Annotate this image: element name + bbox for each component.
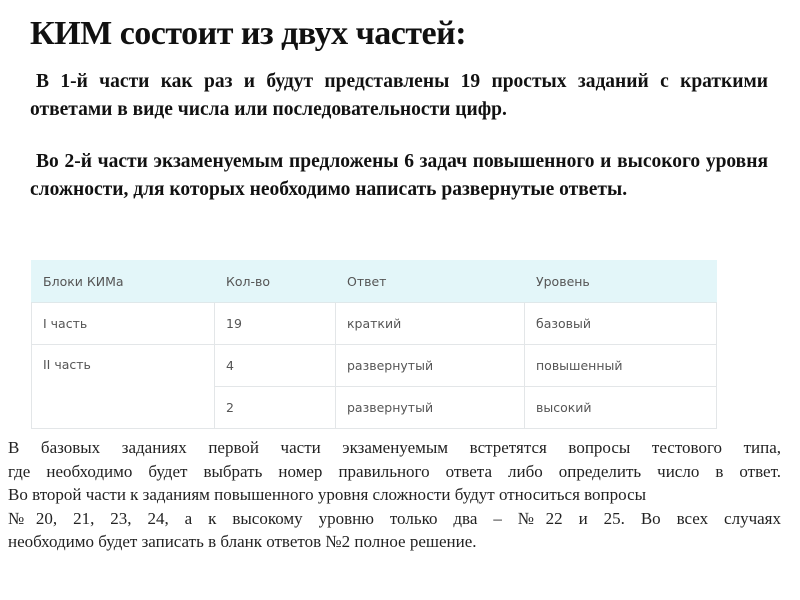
table-row xyxy=(32,303,717,345)
cell-count: 2 xyxy=(215,387,336,429)
cell-level: базовый xyxy=(525,303,717,345)
cell-answer: развернутый xyxy=(336,345,525,387)
cell-level: высокий xyxy=(525,387,717,429)
bottom-line: В базовых заданиях первой части экзаменуемым встретятся вопросы тестового типа, xyxy=(8,438,781,457)
paragraph-part-1: В 1-й части как раз и будут представлены 19 простых заданий с краткими ответами в виде числа или последовательности цифр. xyxy=(30,71,768,120)
bottom-description xyxy=(8,436,781,554)
header-count: Кол-во xyxy=(215,261,336,303)
cell-block: II часть xyxy=(32,345,215,429)
cell-count: 4 xyxy=(215,345,336,387)
bottom-line: где необходимо будет выбрать номер правильного ответа либо определить число в ответ. xyxy=(8,461,781,481)
cell-count: 19 xyxy=(215,303,336,345)
header-level: Уровень xyxy=(525,261,717,303)
cell-level: повышенный xyxy=(525,345,717,387)
bottom-line: №20, 21, 23, 24, а к высокому уровню только два – №22 и 25. Во всех случаях xyxy=(8,508,781,528)
cell-answer: развернутый xyxy=(336,387,525,429)
paragraph-part-2: Во 2-й части экзаменуемым предложены 6 задач повышенного и высокого уровня сложности, для которых необходимо написать развернутые ответы. xyxy=(30,151,768,200)
table-row xyxy=(32,345,717,387)
bottom-line: необходимо будет записать в бланк ответов №2 полное решение. xyxy=(8,532,477,551)
cell-block: I часть xyxy=(32,303,215,345)
cell-answer: краткий xyxy=(336,303,525,345)
header-answer: Ответ xyxy=(336,261,525,303)
bottom-line: Во второй части к заданиям повышенного уровня сложности будут относиться вопросы xyxy=(8,485,647,504)
table-header-row xyxy=(32,261,717,303)
header-blocks: Блоки КИМа xyxy=(32,261,215,303)
slide-title: КИМ состоит из двух частей: xyxy=(30,15,467,52)
kim-structure-table xyxy=(31,260,717,429)
